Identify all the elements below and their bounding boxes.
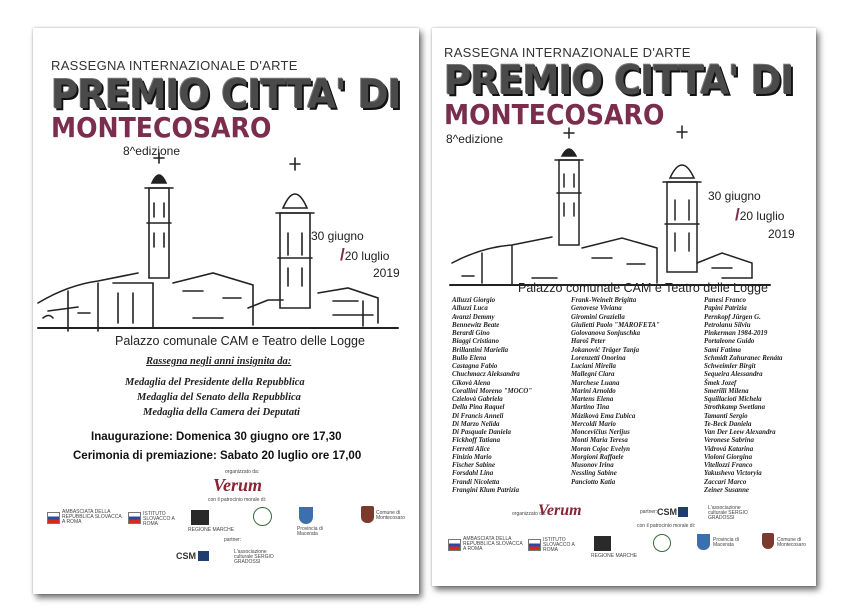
- artist-name: Biaggi Cristiano: [452, 338, 499, 346]
- artist-name: Mercoldi Mario: [571, 420, 616, 428]
- artist-name: Pinkerman 1984-2019: [704, 330, 768, 337]
- date-year: 2019: [768, 227, 795, 241]
- artist-name: Martino Tina: [571, 404, 610, 412]
- artist-name: Mázikovà Ema Ľubica: [571, 412, 636, 420]
- artist-name: Marini Arnoldo: [571, 387, 616, 395]
- poster-title: PREMIO CITTA' DI: [444, 58, 794, 104]
- comune-label: Comune di Montecosaro: [777, 537, 806, 548]
- embassy-flag-icon: [47, 512, 60, 524]
- artist-name: Schweimler Birgit: [704, 363, 756, 370]
- artist-name: Jokanović Träger Tanja: [571, 346, 640, 354]
- csm-logo: CSM: [176, 551, 196, 561]
- artists-column-3: [704, 297, 816, 495]
- region-label: REGIONE MARCHE: [591, 553, 638, 559]
- artist-name: Alluzzi Luca: [452, 305, 488, 313]
- artist-name: Di Marzo Nelida: [452, 420, 500, 428]
- region-label: REGIONE MARCHE: [188, 527, 235, 533]
- date-end: 20 luglio: [344, 249, 390, 263]
- artist-name: Bullo Elena: [452, 354, 487, 362]
- institute-flag-icon: [528, 539, 541, 551]
- artist-name: Sequeira Alessandra: [704, 371, 763, 379]
- artist-name: Fickhoff Tatiana: [452, 437, 501, 445]
- artist-name: Czielovà Gabriela: [452, 396, 503, 403]
- artist-name: Papini Patrizia: [704, 305, 747, 313]
- artist-name: Zeiner Susanne: [704, 486, 749, 494]
- artist-name: Panciotto Katia: [571, 478, 616, 486]
- artist-name: Smerilli Milena: [704, 387, 749, 395]
- artist-name: Monti Maria Teresa: [571, 437, 628, 445]
- artist-name: Mallegni Clara: [571, 371, 615, 379]
- inauguration-text: Inaugurazione: Domenica 30 giugno ore 17,30: [91, 431, 342, 443]
- partners-label: partner:: [224, 537, 242, 543]
- artist-name: Tamanti Sergio: [704, 412, 748, 420]
- artist-name: Violoni Giorgina: [704, 453, 753, 461]
- patronage-label: con il patrocinio morale di:: [637, 523, 696, 529]
- venue-label: Palazzo comunale CAM e Teatro delle Logge: [115, 334, 365, 348]
- patronage-label: con il patrocinio morale di:: [208, 497, 267, 503]
- artist-name: Di Francis Anneli: [452, 412, 504, 420]
- embassy-label: AMBASCIATA DELLA REPUBBLICA SLOVACCA A ROMA: [62, 509, 122, 525]
- comune-crest-icon: [762, 533, 774, 549]
- poster-title-city: MONTECOSARO: [51, 111, 272, 144]
- region-marche-icon: [594, 536, 611, 551]
- artist-name: Finizio Mario: [452, 453, 492, 461]
- date-start: 30 giugno: [708, 189, 761, 203]
- artist-name: Della Pina Raquel: [452, 404, 505, 412]
- artist-name: Yakusheva Victoryia: [704, 470, 762, 478]
- artist-name: Frank-Weinelt Brigitta: [571, 297, 637, 304]
- poster-left: [33, 28, 419, 594]
- artist-name: Zaccari Marco: [704, 478, 747, 486]
- artist-name: Haroš Peter: [571, 338, 606, 346]
- poster-right: [432, 28, 816, 586]
- artist-name: Bennewitz Beate: [452, 321, 500, 329]
- artist-name: Di Pasquale Daniela: [452, 429, 511, 436]
- artist-name: Cikovà Alena: [452, 379, 491, 387]
- artist-name: Corallini Moreno "MOCO": [452, 387, 533, 395]
- artist-name: Frangini Klum Patrizia: [452, 486, 520, 494]
- poster-subtitle: RASSEGNA INTERNAZIONALE D'ARTE: [51, 58, 298, 73]
- ceremony-text: Cerimonia di premiazione: Sabato 20 luglio ore 17,00: [73, 450, 362, 462]
- artist-name: Musonov Irina: [571, 462, 614, 469]
- artist-name: Forsdahl Lina: [452, 470, 494, 478]
- province-crest-icon: [299, 507, 313, 524]
- artist-name: Šmek Jozef: [704, 379, 737, 387]
- medal-1: Medaglia del Presidente della Repubblica: [125, 377, 305, 388]
- date-end: 20 luglio: [739, 209, 785, 223]
- artists-column-2: [571, 297, 691, 487]
- comune-crest-icon: [361, 506, 374, 523]
- artist-name: Schmidt Zahuranec Renáta: [704, 354, 783, 362]
- edition-label: 8^edizione: [446, 132, 504, 146]
- organized-by-label: organizzato da:: [512, 511, 547, 517]
- organizer-logo: Verum: [538, 502, 582, 519]
- artist-name: Panesi Franco: [704, 297, 746, 304]
- province-label: Provincia di Macerata: [297, 526, 323, 537]
- date-start: 30 giugno: [311, 229, 364, 243]
- artist-name: Fischer Sabine: [452, 462, 496, 469]
- sergio-label: L'associazione culturale SERGIO GRADOSSI: [708, 505, 748, 521]
- organized-by-label: organizzato da:: [225, 469, 260, 475]
- artist-name: Marchese Luana: [571, 379, 620, 387]
- edition-label: 8^edizione: [123, 144, 181, 158]
- artist-name: Petrolanu Silviu: [704, 321, 751, 329]
- poster-subtitle: RASSEGNA INTERNAZIONALE D'ARTE: [444, 45, 691, 60]
- artist-name: Te-Beck Daniela: [704, 420, 752, 428]
- artist-name: Morgioni Raffaele: [571, 453, 624, 461]
- poster-title: PREMIO CITTA' DI: [51, 72, 401, 118]
- artist-name: Moncevičius Nerijus: [571, 429, 630, 436]
- artist-name: Sami Fatima: [704, 346, 741, 354]
- artist-name: Frandi Nicoletta: [452, 478, 500, 486]
- partner-label: partner:: [640, 509, 658, 515]
- artist-name: Martens Elena: [571, 396, 614, 403]
- csm-logo: CSM: [657, 507, 677, 517]
- artist-name: Portaleone Guido: [704, 338, 755, 346]
- date-slash: /: [340, 245, 345, 264]
- artist-name: Moran Cojoc Evelyn: [571, 445, 630, 453]
- artist-name: Giromini Graziella: [571, 313, 625, 321]
- medal-3: Medaglia della Camera dei Deputati: [143, 407, 300, 418]
- artist-name: Ferretti Alice: [452, 445, 490, 453]
- poster-title-city: MONTECOSARO: [444, 98, 665, 131]
- sergio-label: L'associazione culturale SERGIO GRADOSSI: [234, 549, 274, 565]
- artist-name: Strothkamp Swetlana: [704, 404, 766, 412]
- artist-name: Vidrová Katarina: [704, 445, 754, 453]
- artist-name: Chuchmacz Aleksandra: [452, 371, 520, 379]
- institute-flag-icon: [128, 512, 141, 524]
- artist-name: Genovese Viviana: [571, 305, 622, 313]
- seal-icon: [653, 534, 671, 552]
- artist-name: Vitellozzi Franco: [704, 462, 753, 469]
- embassy-label: AMBASCIATA DELLA REPUBBLICA SLOVACCA A ROMA: [463, 536, 523, 552]
- institute-label: ISTITUTO SLOVACCO A ROMA: [143, 511, 175, 527]
- artist-name: Avanzi Demmy: [452, 313, 495, 321]
- artist-name: Berardi Gino: [452, 330, 490, 337]
- institute-label: ISTITUTO SLOVACCO A ROMA: [543, 537, 575, 553]
- artist-name: Castagna Fabio: [452, 363, 498, 370]
- csm-mark-icon: [198, 551, 209, 561]
- province-label: Provincia di Macerata: [713, 537, 739, 548]
- artist-name: Veronese Sabrina: [704, 437, 754, 445]
- csm-mark-icon: [678, 507, 688, 517]
- venue-label: Palazzo comunale CAM e Teatro delle Logge: [518, 281, 768, 295]
- artist-name: Golovanova Sonjuschka: [571, 330, 641, 337]
- embassy-flag-icon: [448, 539, 461, 551]
- artist-name: Van Der Leew Alexandra: [704, 429, 776, 436]
- artist-name: Squillacioti Michela: [704, 396, 762, 403]
- region-marche-icon: [191, 510, 209, 525]
- artists-column-1: [452, 297, 572, 495]
- artist-name: Luciani Mirella: [571, 363, 616, 370]
- artist-name: Giulietti Paolo "MAROFETA": [571, 321, 660, 329]
- artist-name: Lorenzetti Onorina: [571, 354, 626, 362]
- artist-name: Pernkopf Jürgen G.: [704, 313, 761, 321]
- date-year: 2019: [373, 266, 400, 280]
- province-crest-icon: [697, 534, 710, 550]
- awards-heading: Rassegna negli anni insignita da:: [146, 356, 292, 367]
- artist-name: Nessling Sabine: [571, 470, 617, 478]
- date-slash: /: [735, 205, 740, 224]
- artist-name: Alluzzi Giorgio: [452, 297, 496, 304]
- medal-2: Medaglia del Senato della Repubblica: [137, 392, 301, 403]
- seal-icon: [253, 507, 272, 526]
- artist-name: Brillantini Mariella: [452, 346, 509, 354]
- organizer-logo: Verum: [213, 475, 263, 495]
- comune-label: Comune di Montecosaro: [376, 510, 405, 521]
